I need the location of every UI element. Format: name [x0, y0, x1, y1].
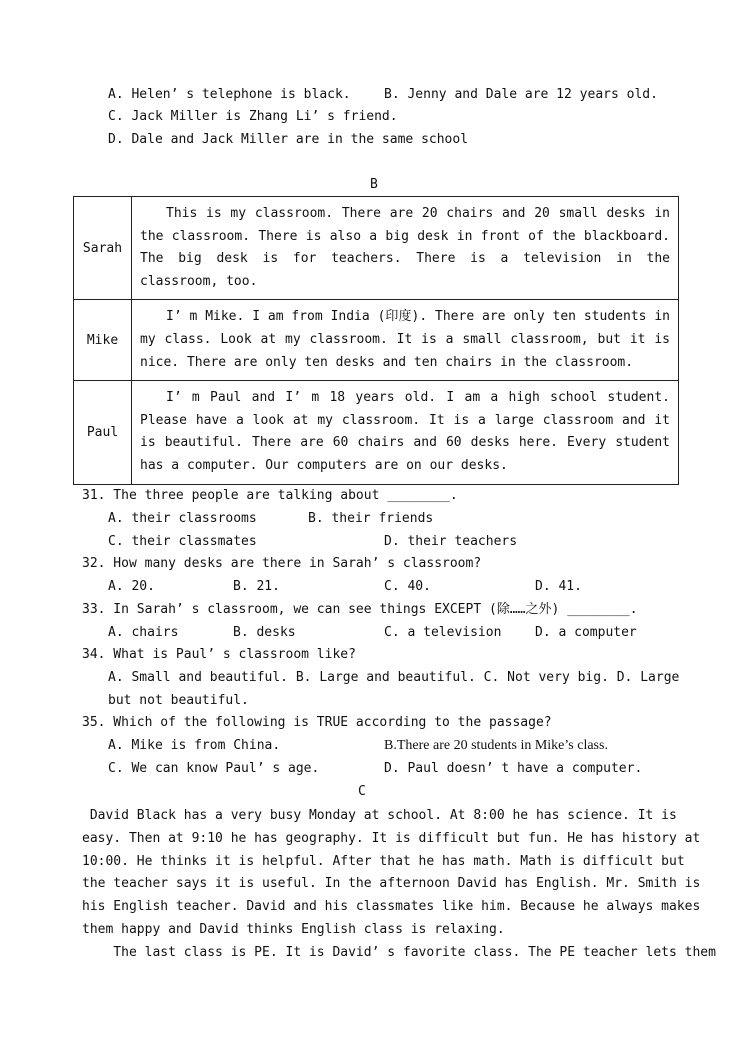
passage-line: The last class is PE. It is David’ s favorite class. The PE teacher lets them	[82, 944, 716, 960]
question-33: 33. In Sarah’ s classroom, we can see things EXCEPT (除……之外) ________.	[82, 602, 638, 617]
speaker-text	[132, 197, 679, 300]
passage-table	[73, 196, 679, 485]
speaker-text	[132, 300, 679, 381]
speaker-text	[132, 381, 679, 484]
speaker-name: Sarah	[74, 197, 132, 300]
q32-option-a: A. 20.	[108, 579, 155, 594]
passage-line: David Black has a very busy Monday at school. At 8:00 he has science. It is	[82, 808, 677, 823]
passage-line: easy. Then at 9:10 he has geography. It is difficult but fun. He has history at	[82, 830, 701, 846]
question-32: 32. How many desks are there in Sarah’ s classroom?	[82, 556, 482, 571]
q31-option-b: B. their friends	[308, 511, 434, 526]
q34-options-line2: but not beautiful.	[108, 693, 249, 708]
question-31: 31. The three people are talking about ________.	[82, 488, 458, 503]
q34-options-line1: A. Small and beautiful. B. Large and beautiful. C. Not very big. D. Large	[108, 670, 680, 685]
option-a-helen: A. Helen’ s telephone is black.	[108, 87, 351, 102]
q35-option-a: A. Mike is from China.	[108, 738, 281, 753]
q32-option-d: D. 41.	[535, 579, 582, 594]
q31-option-c: C. their classmates	[108, 534, 257, 549]
q35-option-d: D. Paul doesn’ t have a computer.	[384, 761, 643, 776]
section-c-passage	[82, 805, 716, 965]
passage-text: This is my classroom. There are 20 chairs and 20 small desks in the classroom. There is also a big desk in front of the blackboard. The big desk is for teachers. There is a television in the classroom, too.	[140, 206, 670, 289]
speaker-name: Mike	[74, 300, 132, 381]
passage-line: 10:00. He thinks it is helpful. After that he has math. Math is difficult but	[82, 853, 685, 869]
q32-option-c: C. 40.	[384, 579, 431, 594]
q33-option-d: D. a computer	[535, 625, 637, 640]
question-35: 35. Which of the following is TRUE according to the passage?	[82, 715, 552, 730]
option-b-jenny: B. Jenny and Dale are 12 years old.	[384, 87, 658, 102]
question-34: 34. What is Paul’ s classroom like?	[82, 647, 356, 662]
q32-option-b: B. 21.	[233, 579, 280, 594]
table-row	[74, 300, 679, 381]
passage-line: them happy and David thinks English class is relaxing.	[82, 921, 505, 937]
q33-option-a: A. chairs	[108, 625, 179, 640]
q31-option-a: A. their classrooms	[108, 511, 257, 526]
passage-text: I’ m Mike. I am from India (印度). There are only ten students in my class. Look at my classroom. It is a small classroom, but it is nice. There are only ten desks and ten chairs in the classroom.	[140, 309, 670, 370]
passage-line: the teacher says it is useful. In the afternoon David has English. Mr. Smith is	[82, 876, 701, 892]
passage-line: his English teacher. David and his classmates like him. Because he always makes	[82, 899, 701, 915]
table-row	[74, 197, 679, 300]
section-c-title: C	[358, 784, 366, 799]
q33-option-b: B. desks	[233, 625, 296, 640]
option-c-jack: C. Jack Miller is Zhang Li’ s friend.	[108, 109, 398, 124]
q31-option-d: D. their teachers	[384, 534, 518, 549]
q35-option-c: C. We can know Paul’ s age.	[108, 761, 320, 776]
option-d-dale: D. Dale and Jack Miller are in the same school	[108, 132, 469, 147]
speaker-name: Paul	[74, 381, 132, 484]
section-b-title: B	[370, 177, 378, 192]
table-row	[74, 381, 679, 484]
q33-option-c: C. a television	[384, 625, 502, 640]
q35-option-b: B.There are 20 students in Mike’s class.	[384, 738, 608, 753]
passage-text: I’ m Paul and I’ m 18 years old. I am a high school student. Please have a look at my classroom. It is a large classroom and it is beautiful. There are 60 chairs and 60 desks here. Every student has a computer. Our computers are on our desks.	[140, 390, 670, 473]
